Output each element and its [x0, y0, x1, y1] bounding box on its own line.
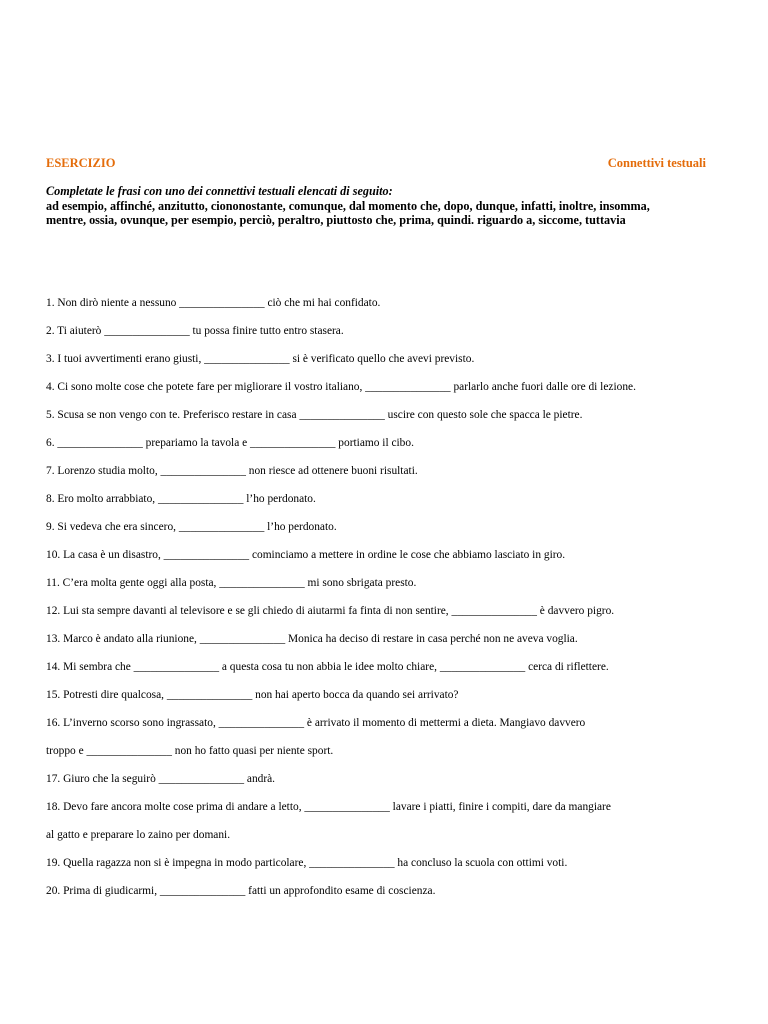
subject-title: Connettivi testuali: [607, 156, 706, 170]
instructions-lead: Completate le frasi con uno dei connettivi testuali elencati di seguito:: [46, 184, 393, 198]
exercise-line-16-continued: troppo e _______________ non ho fatto quasi per niente sport.: [46, 745, 334, 757]
exercise-list: [46, 295, 736, 911]
exercise-line-2: 2. Ti aiuterò _______________ tu possa finire tutto entro stasera.: [46, 325, 344, 337]
exercise-line-17: 17. Giuro che la seguirò _______________ andrà.: [46, 773, 276, 785]
exercise-line-14: 14. Mi sembra che _______________ a questa cosa tu non abbia le idee molto chiare, _______________ cerca di riflettere.: [46, 661, 609, 673]
exercise-line-6: 6. _______________ prepariamo la tavola e _______________ portiamo il cibo.: [46, 437, 414, 449]
exercise-line-1: 1. Non dirò niente a nessuno _______________ ciò che mi hai confidato.: [46, 297, 381, 309]
exercise-line-20: 20. Prima di giudicarmi, _______________ fatti un approfondito esame di coscienza.: [46, 885, 436, 897]
worksheet-header: [46, 156, 706, 172]
exercise-line-9: 9. Si vedeva che era sincero, _______________ l’ho perdonato.: [46, 521, 337, 533]
exercise-title: ESERCIZIO: [46, 156, 116, 170]
exercise-line-15: 15. Potresti dire qualcosa, _______________ non hai aperto bocca da quando sei arrivato?: [46, 689, 459, 701]
connectives-list-line-2: mentre, ossia, ovunque, per esempio, perciò, peraltro, piuttosto che, prima, quindi. riguardo a, siccome, tuttavia: [46, 213, 626, 227]
exercise-line-4: 4. Ci sono molte cose che potete fare per migliorare il vostro italiano, _______________ parlarlo anche fuori dalle ore di lezione.: [46, 381, 636, 393]
exercise-line-12: 12. Lui sta sempre davanti al televisore e se gli chiedo di aiutarmi fa finta di non sentire, _______________ è davvero pigro.: [46, 605, 615, 617]
exercise-line-16: 16. L’inverno scorso sono ingrassato, _______________ è arrivato il momento di mettermi a dieta. Mangiavo davvero: [46, 717, 586, 729]
exercise-line-7: 7. Lorenzo studia molto, _______________ non riesce ad ottenere buoni risultati.: [46, 465, 418, 477]
exercise-line-3: 3. I tuoi avvertimenti erano giusti, _______________ si è verificato quello che avevi previsto.: [46, 353, 475, 365]
exercise-line-19: 19. Quella ragazza non si è impegna in modo particolare, _______________ ha concluso la scuola con ottimi voti.: [46, 857, 568, 869]
exercise-line-5: 5. Scusa se non vengo con te. Preferisco restare in casa _______________ uscire con questo sole che spacca le pietre.: [46, 409, 583, 421]
exercise-line-13: 13. Marco è andato alla riunione, _______________ Monica ha deciso di restare in casa perché non ne aveva voglia.: [46, 633, 578, 645]
exercise-line-18: 18. Devo fare ancora molte cose prima di andare a letto, _______________ lavare i piatti, finire i compiti, dare da mangiare: [46, 801, 611, 813]
connectives-list-line-1: ad esempio, affinché, anzitutto, ciononostante, comunque, dal momento che, dopo, dunque, infatti, inoltre, insomma,: [46, 198, 650, 213]
exercise-line-10: 10. La casa è un disastro, _______________ cominciamo a mettere in ordine le cose che abbiamo lasciato in giro.: [46, 549, 566, 561]
exercise-line-18-continued: al gatto e preparare lo zaino per domani.: [46, 829, 231, 841]
exercise-line-11: 11. C’era molta gente oggi alla posta, _______________ mi sono sbrigata presto.: [46, 577, 417, 589]
instructions: [46, 184, 726, 228]
exercise-line-8: 8. Ero molto arrabbiato, _______________ l’ho perdonato.: [46, 493, 316, 505]
